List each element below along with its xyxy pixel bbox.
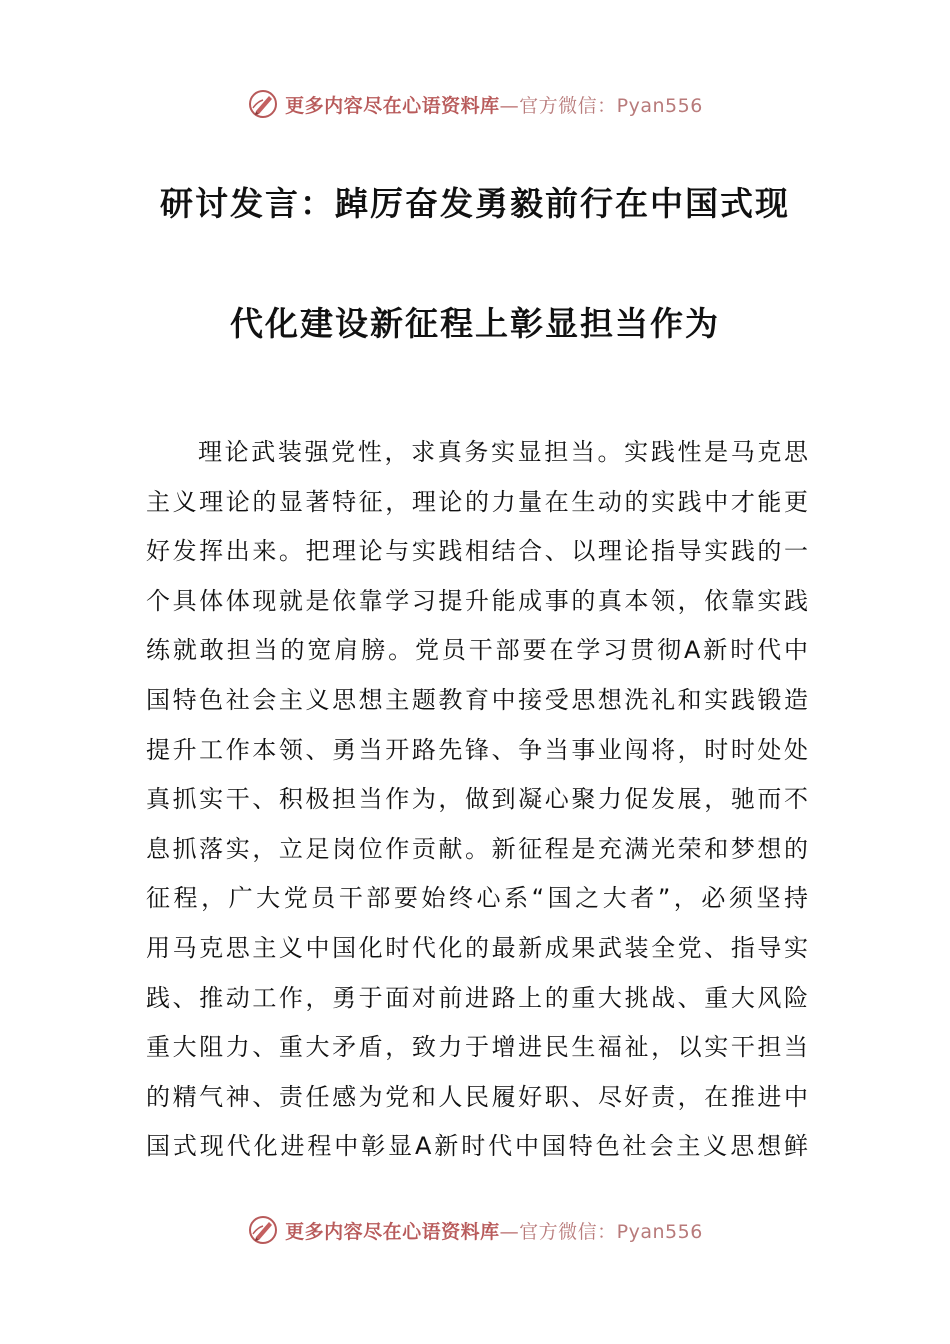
body-line: 主义理论的显著特征，理论的力量在生动的实践中才能更	[146, 487, 808, 516]
body-line: 重大阻力、重大矛盾，致力于增进民生福祉，以实干担当	[146, 1033, 808, 1062]
body-line: 真抓实干、积极担当作为，做到凝心聚力促发展，驰而不	[146, 785, 808, 814]
watermark-brand: 更多内容尽在心语资料库	[285, 94, 500, 117]
body-line: 国特色社会主义思想主题教育中接受思想洗礼和实践锻造	[146, 685, 808, 714]
watermark-text	[285, 91, 703, 118]
body-line: 的精气神、责任感为党和人民履好职、尽好责，在推进中	[146, 1082, 808, 1111]
body-line: 提升工作本领、勇当开路先锋、争当事业闯将，时时处处	[146, 735, 808, 764]
watermark-wechat: 官方微信：Pyan556	[519, 1220, 703, 1243]
pen-logo-icon	[247, 88, 279, 120]
body-line: 息抓落实，立足岗位作贡献。新征程是充满光荣和梦想的	[146, 834, 808, 863]
body-line: 好发挥出来。把理论与实践相结合、以理论指导实践的一	[146, 537, 808, 566]
body-paragraph	[146, 428, 808, 1172]
body-line: 练就敢担当的宽肩膀。党员干部要在学习贯彻A新时代中	[146, 636, 808, 665]
watermark-wechat: 官方微信：Pyan556	[519, 94, 703, 117]
body-line: 国式现代化进程中彰显A新时代中国特色社会主义思想鲜	[146, 1132, 808, 1161]
document-title-line-1: 研讨发言：踔厉奋发勇毅前行在中国式现	[160, 184, 790, 223]
watermark-dash: —	[499, 94, 520, 117]
body-line: 践、推动工作，勇于面对前进路上的重大挑战、重大风险	[146, 983, 808, 1012]
watermark-brand: 更多内容尽在心语资料库	[285, 1220, 500, 1243]
watermark-text	[285, 1217, 703, 1244]
footer-watermark	[0, 1210, 950, 1250]
pen-logo-icon	[247, 1214, 279, 1246]
body-line: 征程，广大党员干部要始终心系“国之大者”，必须坚持	[146, 884, 808, 913]
header-watermark	[0, 84, 950, 124]
body-line: 用马克思主义中国化时代化的最新成果武装全党、指导实	[146, 933, 808, 962]
document-title-line-2: 代化建设新征程上彰显担当作为	[230, 304, 720, 343]
watermark-dash: —	[499, 1220, 520, 1243]
body-line: 个具体体现就是依靠学习提升能成事的真本领，依靠实践	[146, 586, 808, 615]
body-line: 理论武装强党性，求真务实显担当。实践性是马克思	[198, 438, 808, 466]
